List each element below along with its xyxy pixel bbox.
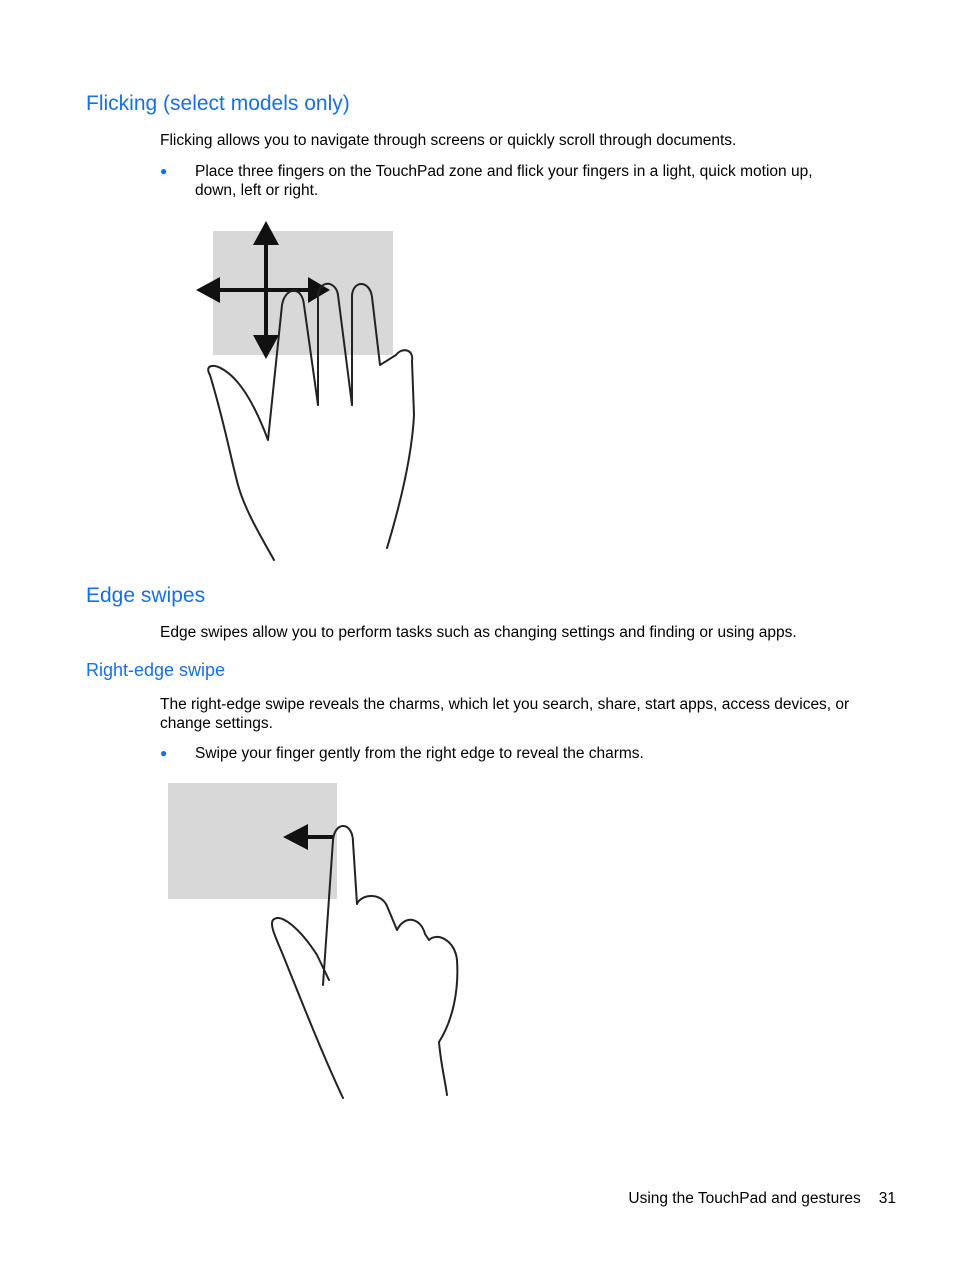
heading-right-edge-swipe: Right-edge swipe	[86, 660, 226, 680]
heading-edge-swipes: Edge swipes	[86, 584, 206, 607]
edge-swipes-intro: Edge swipes allow you to perform tasks such as changing settings and finding or using apps.	[160, 624, 797, 641]
page-number: 31	[878, 1190, 896, 1207]
bullet-icon: ●	[160, 746, 168, 760]
right-edge-swipe-intro: The right-edge swipe reveals the charms, which let you search, share, start apps, access devices, or change settings.	[160, 696, 850, 732]
touchpad-zone	[213, 231, 393, 355]
flicking-bullet-text: Place three fingers on the TouchPad zone and flick your fingers in a light, quick motion up, down, left or right.	[195, 163, 813, 199]
flicking-intro: Flicking allows you to navigate through screens or quickly scroll through documents.	[160, 132, 737, 149]
footer-title: Using the TouchPad and gestures	[628, 1190, 861, 1207]
heading-flicking: Flicking (select models only)	[86, 92, 350, 115]
page-footer	[0, 1190, 896, 1208]
right-edge-swipe-bullet-text: Swipe your finger gently from the right edge to reveal the charms.	[195, 745, 644, 762]
bullet-icon: ●	[160, 164, 168, 178]
right-edge-swipe-illustration	[165, 780, 465, 1110]
touchpad-zone	[168, 783, 337, 899]
flicking-illustration	[190, 215, 430, 565]
